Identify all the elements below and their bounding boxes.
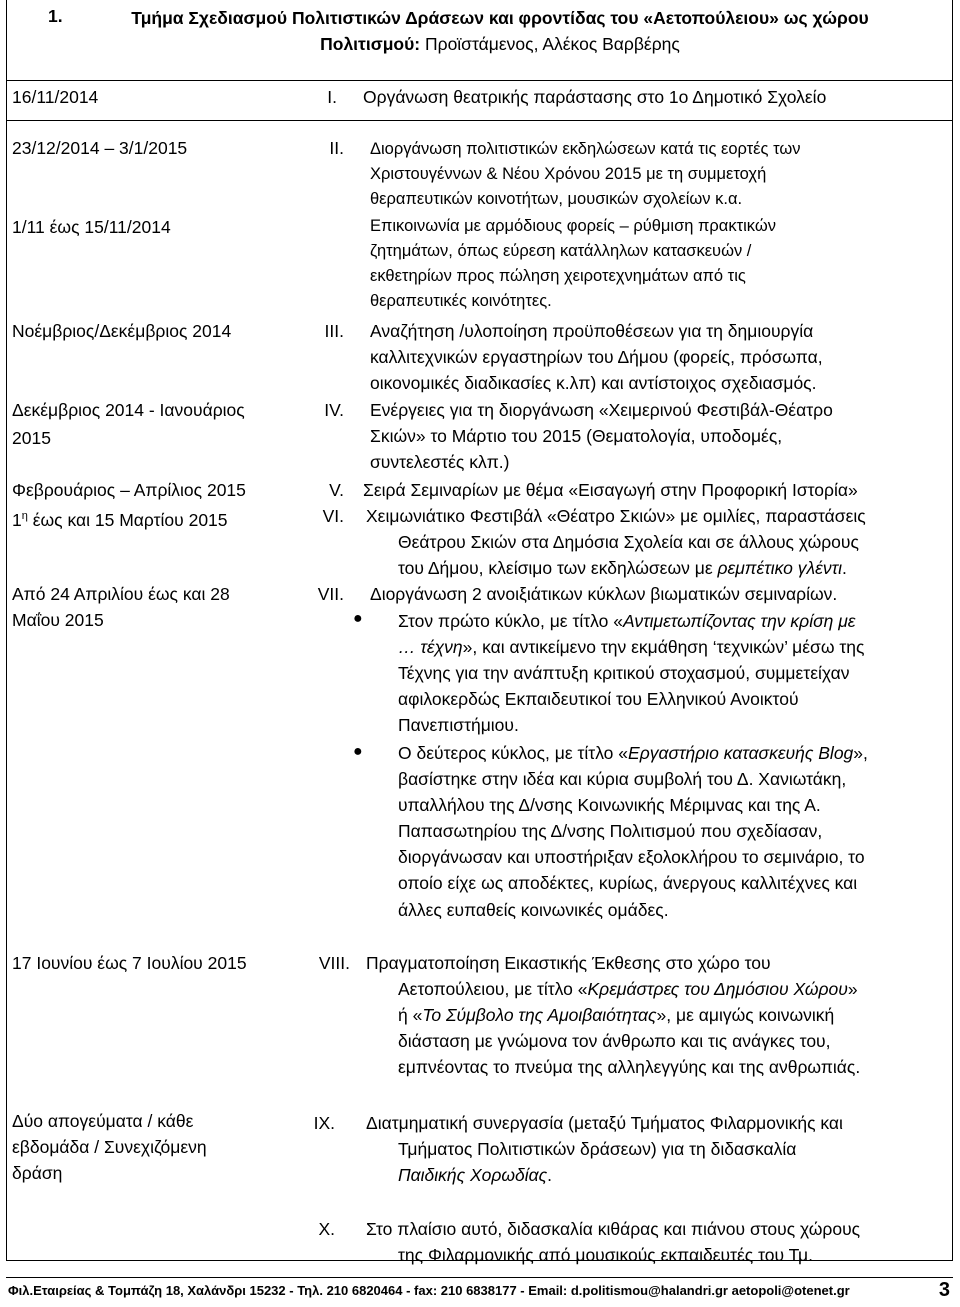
bullet-icon: ● — [353, 743, 363, 760]
activity-text: Ενέργειες για τη διοργάνωση «Χειμερινού Φεστιβάλ-Θέατρο — [370, 400, 833, 420]
date-cell: Φεβρουάριος – Απρίλιος 2015 — [12, 480, 246, 500]
roman-numeral: X. — [318, 1219, 335, 1239]
section-title: Τμήμα Σχεδιασμού Πολιτιστικών Δράσεων και φροντίδας του «Αετοπούλειου» ως χώρου — [131, 8, 869, 28]
page-number: 3 — [938, 1279, 950, 1301]
bullet-text: Πανεπιστήμιου. — [398, 715, 519, 735]
activity-text: του Δήμου, κλείσιμο των εκδηλώσεων με ρεμπέτικο γλέντι. — [398, 558, 847, 578]
date-cell: Δεκέμβριος 2014 - Ιανουάριος — [12, 400, 245, 420]
activity-text: Τμήματος Πολιτιστικών δράσεων) για τη διδασκαλία — [398, 1139, 797, 1159]
roman-numeral: VII. — [317, 584, 344, 604]
activity-text: συντελεστές κλπ.) — [370, 452, 510, 472]
activity-text: της Φιλαρμονικής από μουσικούς εκπαιδευτές του Τμ. — [398, 1245, 813, 1265]
date-cell: δράση — [12, 1163, 63, 1183]
activity-text: Αναζήτηση /υλοποίηση προϋποθέσεων για τη δημιουργία — [370, 321, 814, 341]
activity-text: καλλιτεχνικών εργαστηρίων του Δήμου (φορείς, πρόσωπα, — [370, 347, 823, 367]
activity-text: Χριστουγέννων & Νέου Χρόνου 2015 με τη συμμετοχή — [370, 165, 767, 183]
bullet-text: αφιλοκερδώς Εκπαιδευτικοί του Ελληνικού Ανοικτού — [398, 689, 799, 709]
bullet-text: Ο δεύτερος κύκλος, με τίτλο «Εργαστήριο κατασκευής Blog», — [398, 743, 868, 763]
activity-text: θεραπευτικές κοινότητες. — [370, 292, 552, 310]
date-cell: 16/11/2014 — [12, 87, 99, 107]
activity-text: Διοργάνωση πολιτιστικών εκδηλώσεων κατά τις εορτές των — [370, 140, 801, 158]
activity-text: Παιδικής Χορωδίας. — [398, 1165, 553, 1185]
roman-numeral: I. — [327, 87, 337, 107]
footer-address: Φιλ.Εταιρείας & Τομπάζη 18, Χαλάνδρι 15232 - Τηλ. 210 6820464 - fax: 210 6838177 - Email: d.politismou@halandri.gr aetopoli@otenet.gr — [8, 1283, 850, 1298]
roman-numeral: III. — [324, 321, 344, 341]
activity-text: Θεάτρου Σκιών στα Δημόσια Σχολεία και σε άλλους χώρους — [398, 532, 859, 552]
activity-text: ζητημάτων, όπως εύρεση κατάλληλων κατασκευών / — [370, 242, 752, 260]
activity-text: Στο πλαίσιο αυτό, διδασκαλία κιθάρας και πιάνου στους χώρους — [366, 1219, 861, 1239]
bullet-icon: ● — [353, 610, 363, 627]
activity-text: Αετοπούλειου, με τίτλο «Κρεμάστρες του Δημόσιου Χώρου» — [398, 979, 858, 999]
section-number: 1. — [48, 6, 63, 26]
activity-text: Πραγματοποίηση Εικαστικής Έκθεσης στο χώρο του — [366, 953, 771, 973]
bullet-text: Στον πρώτο κύκλο, με τίτλο «Αντιμετωπίζοντας την κρίση με — [398, 611, 856, 631]
bullet-text: υπαλλήλου της Δ/νσης Κοινωνικής Μέριμνας και της Α. — [398, 795, 821, 815]
activity-text: Επικοινωνία με αρμόδιους φορείς – ρύθμιση πρακτικών — [370, 217, 776, 235]
date-cell: 1/11 έως 15/11/2014 — [12, 217, 171, 237]
date-cell: Νοέμβριος/Δεκέμβριος 2014 — [12, 321, 232, 341]
activity-text: Σκιών» το Μάρτιο του 2015 (Θεματολογία, υποδομές, — [370, 426, 783, 446]
activity-text: Σειρά Σεμιναρίων με θέμα «Εισαγωγή στην Προφορική Ιστορία» — [363, 480, 858, 500]
activity-text: οικονομικές διαδικασίες κ.λπ) και αντίστοιχος σχεδιασμός. — [370, 373, 817, 393]
activity-text: ή «Το Σύμβολο της Αμοιβαιότητας», με αμιγώς κοινωνική — [398, 1005, 835, 1025]
date-cell: εβδομάδα / Συνεχιζόμενη — [12, 1137, 207, 1157]
bullet-text: βασίστηκε στην ιδέα και κύρια συμβολή του Δ. Χανιωτάκη, — [398, 769, 847, 789]
footer-rule — [6, 1277, 953, 1278]
date-cell: 2015 — [12, 428, 51, 448]
activity-text: Διατμηματική συνεργασία (μεταξύ Τμήματος Φιλαρμονικής και — [366, 1113, 843, 1133]
activity-text: διάσταση με γνώμονα τον άνθρωπο και τις ανάγκες του, — [398, 1031, 831, 1051]
bullet-text: οποίο είχε ως αποδέκτες, κυρίως, άνεργους καλλιτέχνες και — [398, 873, 858, 893]
roman-numeral: IV. — [324, 400, 344, 420]
activity-text: Χειμωνιάτικο Φεστιβάλ «Θέατρο Σκιών» με ομιλίες, παραστάσεις — [366, 506, 866, 526]
roman-numeral: VIII. — [318, 953, 350, 973]
date-cell: $1^\eta$ έως και 15 Μαρτίου 2015 — [12, 509, 228, 530]
activity-text: εμπνέοντας το πνεύμα της αλληλεγγύης και της ανθρωπιάς. — [398, 1057, 861, 1077]
date-cell: Δύο απογεύματα / κάθε — [12, 1111, 194, 1131]
date-cell: 23/12/2014 – 3/1/2015 — [12, 138, 188, 158]
bullet-text: Παπασωτηρίου της Δ/νσης Πολιτισμού που σχεδίασαν, — [398, 821, 823, 841]
section-subtitle: Πολιτισμού: Προϊστάμενος, Αλέκος Βαρβέρης — [320, 34, 680, 54]
roman-numeral: VI. — [322, 506, 344, 526]
activity-text: εκθετηρίων προς πώληση χειροτεχνημάτων από τις — [370, 267, 746, 285]
date-cell: Από 24 Απριλίου έως και 28 — [12, 584, 230, 604]
activity-text: Διοργάνωση 2 ανοιξιάτικων κύκλων βιωματικών σεμιναρίων. — [370, 584, 838, 604]
roman-numeral: II. — [329, 138, 344, 158]
roman-numeral: V. — [329, 480, 344, 500]
bullet-text: διοργάνωσαν και υποστήριξαν εξολοκλήρου το σεμινάριο, το — [398, 847, 865, 867]
bullet-text: άλλες ευπαθείς κοινωνικές ομάδες. — [398, 900, 669, 920]
activity-text: Οργάνωση θεατρικής παράστασης στο 1ο Δημοτικό Σχολείο — [363, 87, 827, 107]
date-cell: Μαΐου 2015 — [12, 610, 104, 630]
bullet-text: … τέχνη», και αντικείμενο την εκμάθηση ‘τεχνικών’ μέσω της — [398, 637, 865, 657]
bullet-text: Τέχνης για την ανάπτυξη κριτικού στοχασμού, συμμετείχαν — [398, 663, 850, 683]
roman-numeral: IX. — [313, 1113, 335, 1133]
date-cell: 17 Ιουνίου έως 7 Ιουλίου 2015 — [12, 953, 247, 973]
activity-text: θεραπευτικών κοινοτήτων, μουσικών σχολείων κ.α. — [370, 190, 743, 208]
